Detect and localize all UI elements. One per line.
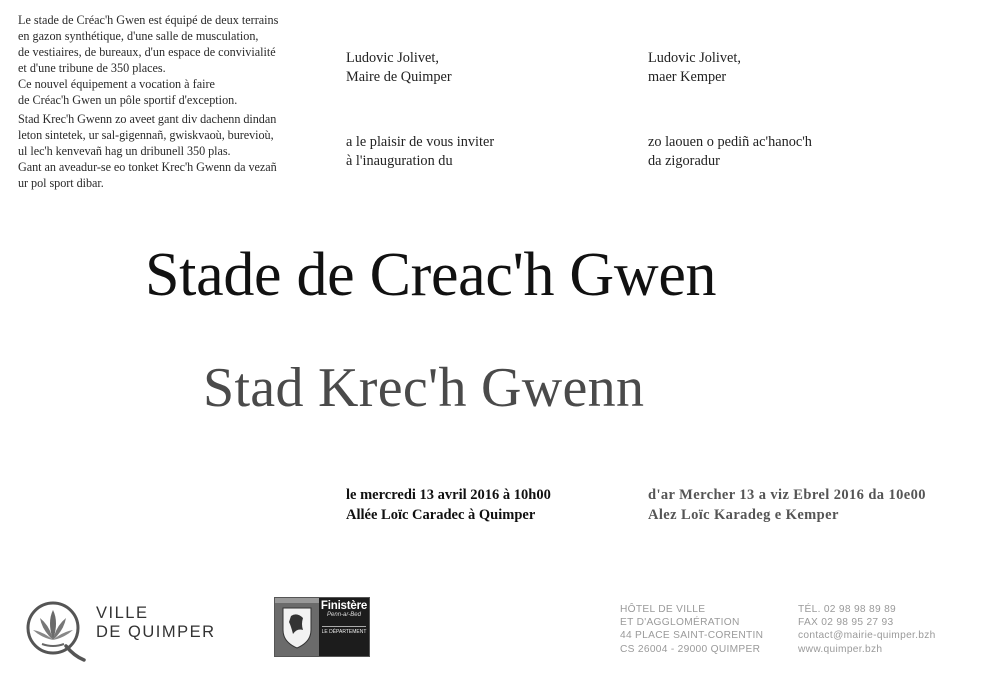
finistere-sub: Penn-ar-Bed [327, 612, 361, 618]
intro-fr-line: de vestiaires, de bureaux, d'un espace de convivialité [18, 45, 276, 59]
contact-block [798, 603, 936, 656]
host-br-role: maer Kemper [648, 69, 727, 85]
quimper-logo-icon [20, 596, 88, 664]
finistere-logo [274, 597, 370, 657]
date-br-block [648, 485, 926, 525]
address-line: CS 26004 - 29000 QUIMPER [620, 643, 761, 655]
website-link[interactable]: www.quimper.bzh [798, 643, 883, 655]
tel-line: TÉL. 02 98 98 89 89 [798, 604, 897, 615]
date-fr-block [346, 485, 551, 525]
address-block [620, 603, 763, 656]
host-br-invite-block [648, 133, 812, 171]
intro-fr-line: en gazon synthétique, d'une salle de musculation, [18, 29, 259, 43]
host-br-invite-2: da zigoradur [648, 153, 720, 169]
host-fr-invite-1: a le plaisir de vous inviter [346, 134, 495, 150]
address-line: ET D'AGGLOMÉRATION [620, 617, 740, 629]
finistere-dep: LE DÉPARTEMENT [322, 626, 367, 635]
date-br-line1: d'ar Mercher 13 a viz Ebrel 2016 da 10e00 [648, 487, 926, 503]
intro-br-line: Gant an aveadur-se eo tonket Krec'h Gwenn da vezañ [18, 160, 277, 174]
host-fr-invite-2: à l'inauguration du [346, 153, 453, 169]
email-link[interactable]: contact@mairie-quimper.bzh [798, 630, 936, 642]
host-br-name: Ludovic Jolivet, [648, 50, 741, 66]
address-line: 44 PLACE SAINT-CORENTIN [620, 630, 764, 642]
ville-de-quimper-logo [96, 604, 216, 642]
intro-br-line: ul lec'h kenvevañ hag un dribunell 350 plas. [18, 144, 231, 158]
host-fr-name-block [346, 49, 452, 87]
ville-line1: VILLE [96, 604, 149, 622]
finistere-name: Finistère [320, 600, 368, 612]
title-fr: Stade de Creac'h Gwen [145, 241, 717, 309]
date-fr-line1: le mercredi 13 avril 2016 à 10h00 [346, 487, 551, 503]
intro-br-line: ur pol sport dibar. [18, 176, 104, 190]
intro-fr-line: de Créac'h Gwen un pôle sportif d'exception. [18, 93, 238, 107]
intro-fr-line: Ce nouvel équipement a vocation à faire [18, 77, 215, 91]
host-br-invite-1: zo laouen o pediñ ac'hanoc'h [648, 134, 812, 150]
ville-line2: DE QUIMPER [96, 623, 216, 641]
intro-fr-line: et d'une tribune de 350 places. [18, 61, 166, 75]
fax-line: FAX 02 98 95 27 93 [798, 617, 894, 629]
finistere-crest-icon [275, 598, 319, 656]
date-fr-line2: Allée Loïc Caradec à Quimper [346, 507, 536, 523]
host-fr-name: Ludovic Jolivet, [346, 50, 439, 66]
title-br: Stad Krec'h Gwenn [203, 357, 645, 419]
host-fr-invite-block [346, 133, 494, 171]
intro-fr-line: Le stade de Créac'h Gwen est équipé de deux terrains [18, 13, 279, 27]
intro-br-line: Stad Krec'h Gwenn zo aveet gant div dachenn dindan [18, 112, 277, 126]
host-fr-role: Maire de Quimper [346, 69, 452, 85]
address-line: HÔTEL DE VILLE [620, 604, 706, 615]
host-br-name-block [648, 49, 741, 87]
date-br-line2: Alez Loïc Karadeg e Kemper [648, 507, 839, 523]
intro-br-line: leton sintetek, ur sal-gigennañ, gwiskvaoù, burevioù, [18, 128, 274, 142]
intro-text [18, 12, 318, 191]
